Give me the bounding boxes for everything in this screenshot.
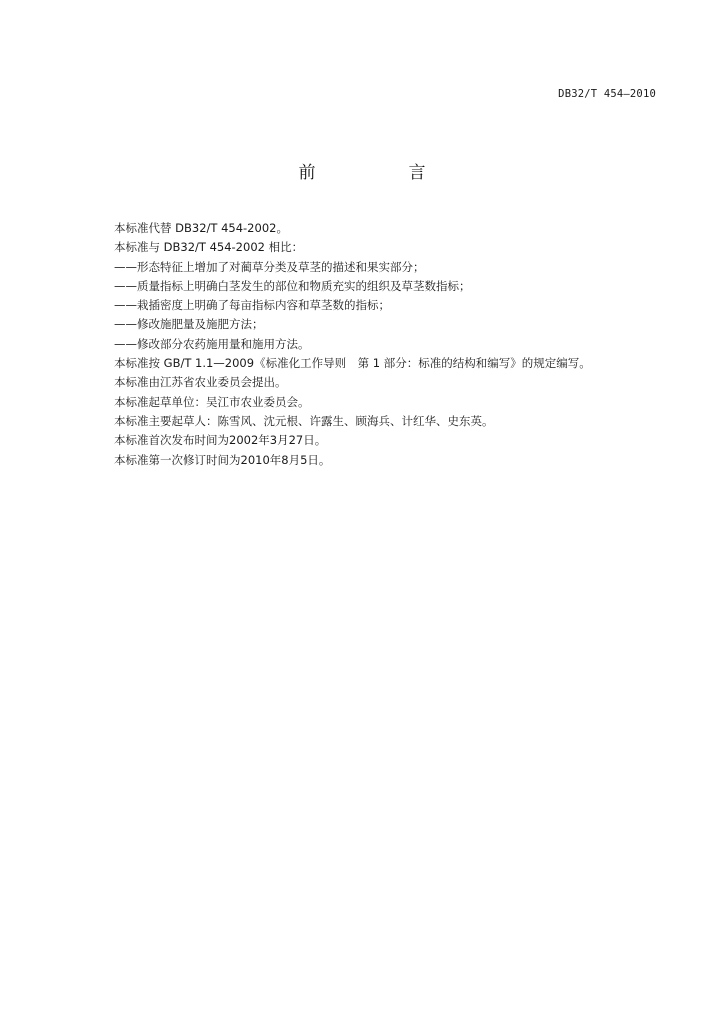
paragraph-line: 本标准代替 DB32/T 454-2002。 — [114, 221, 288, 235]
paragraph-line: 本标准主要起草人：陈雪风、沈元根、许露生、顾海兵、计红华、史东英。 — [114, 413, 494, 428]
change-item: ——修改部分农药施用量和施用方法。 — [114, 336, 310, 351]
paragraph-line: 本标准起草单位：吴江市农业委员会。 — [114, 394, 310, 409]
paragraph-line: 本标准与 DB32/T 454-2002 相比： — [114, 240, 304, 255]
paragraph-line: 本标准第一次修订时间为2010年8月5日。 — [114, 452, 331, 467]
standard-code: DB32/T 454—2010 — [558, 88, 656, 100]
change-item: ——质量指标上明确白茎发生的部位和物质充实的组织及草茎数指标； — [114, 278, 471, 293]
paragraph-line: 本标准首次发布时间为2002年3月27日。 — [114, 433, 327, 448]
paragraph-line: 本标准由江苏省农业委员会提出。 — [114, 375, 287, 390]
foreword-body — [114, 219, 674, 470]
paragraph-line: 本标准按 GB/T 1.1—2009《标准化工作导则 第 1 部分：标准的结构和编写》的规定编写。 — [114, 356, 591, 371]
change-item: ——栽插密度上明确了每亩指标内容和草茎数的指标； — [114, 298, 390, 313]
change-item: ——修改施肥量及施肥方法； — [114, 317, 264, 332]
change-item: ——形态特征上增加了对蔺草分类及草茎的描述和果实部分； — [114, 259, 425, 274]
page-title: 前 言 — [298, 163, 464, 183]
